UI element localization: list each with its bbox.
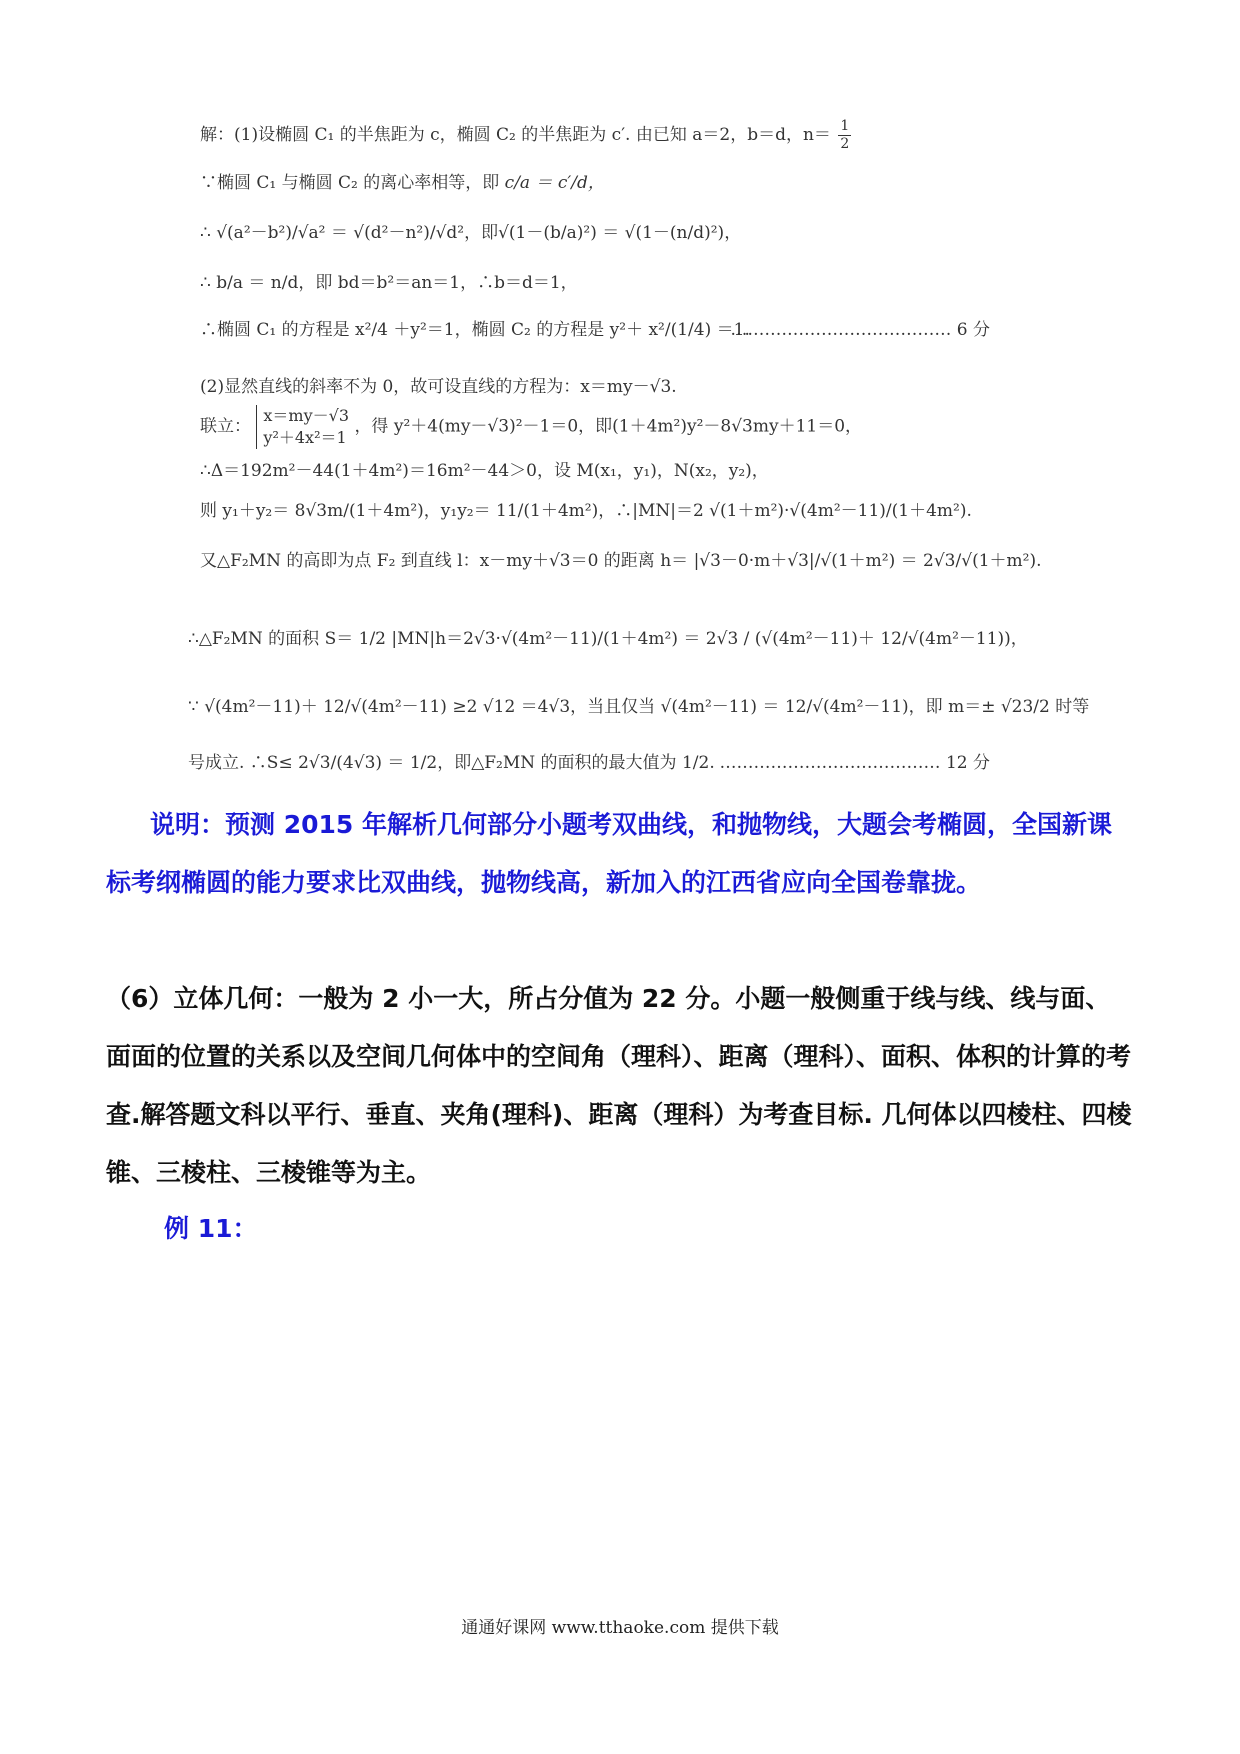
solution-line-1-text: 解：(1)设椭圆 C₁ 的半焦距为 c，椭圆 C₂ 的半焦距为 c′. 由已知 a＝2，b＝d，n＝: [200, 125, 831, 145]
solution-line-5: ∴椭圆 C₁ 的方程是 x²/4 ＋y²＝1，椭圆 C₂ 的方程是 y²＋ x²/(1/4) ＝1.: [200, 320, 750, 340]
solution-line-10: 又△F₂MN 的高即为点 F₂ 到直线 l：x－my＋√3＝0 的距离 h＝ |√3－0·m＋√3|/√(1＋m²) ＝ 2√3/√(1＋m²).: [200, 551, 1042, 571]
note-paragraph: 说明：预测 2015 年解析几何部分小题考双曲线，和抛物线，大题会考椭圆，全国新课标考纲椭圆的能力要求比双曲线，抛物线高，新加入的江西省应向全国卷靠拢。: [106, 810, 1112, 897]
solution-line-3: ∴ √(a²－b²)/√a² ＝ √(d²－n²)/√d²，即√(1－(b/a)²) ＝ √(1－(n/d)²)，: [200, 223, 742, 243]
solution-line-8: ∴Δ＝192m²－44(1＋4m²)＝16m²－44＞0，设 M(x₁，y₁)，N(x₂，y₂)，: [200, 461, 769, 481]
score-12: ………………………………… 12 分: [719, 753, 990, 773]
solution-line-9: 则 y₁＋y₂＝ 8√3m/(1＋4m²)，y₁y₂＝ 11/(1＋4m²)，∴|MN|＝2 √(1＋m²)·√(4m²－11)/(1＋4m²).: [200, 501, 972, 521]
eccentricity-equation: c/a ＝ c′/d，: [504, 173, 605, 193]
section-6-paragraph: （6）立体几何：一般为 2 小一大，所占分值为 22 分。小题一般侧重于线与线、线与面、面面的位置的关系以及空间几何体中的空间角（理科）、距离（理科）、面积、体积的计算的考查.解答题文科以平行、垂直、夹角(理科)、距离（理科）为考查目标. 几何体以四棱柱、四棱锥、三棱柱、三棱锥等为主。: [106, 984, 1132, 1187]
example-label: 例 11：: [164, 1214, 258, 1243]
solution-line-13: 号成立. ∴S≤ 2√3/(4√3) ＝ 1/2，即△F₂MN 的面积的最大值为 1/2.: [188, 753, 715, 773]
solution-line-1: [200, 118, 853, 153]
solution-line-4: ∴ b/a ＝ n/d，即 bd＝b²＝an＝1，∴b＝d＝1，: [200, 273, 578, 293]
solution-line-12: ∵ √(4m²－11)＋ 12/√(4m²－11) ≥2 √12 ＝4√3，当且仅当 √(4m²－11) ＝ 12/√(4m²－11)，即 m＝± √23/2 时等: [188, 697, 1090, 717]
solution-line-7: 联立： x＝my－√3 y²＋4x²＝1 ，得 y²＋4(my－√3)²－1＝0，即(1＋4m²)y²－8√3my＋11＝0，: [200, 406, 863, 447]
solution-line-11: ∴△F₂MN 的面积 S＝ 1/2 |MN|h＝2√3·√(4m²－11)/(1＋4m²) ＝ 2√3 / (√(4m²－11)＋ 12/√(4m²－11))，: [188, 629, 1028, 649]
score-6: ………………………………… 6 分: [730, 320, 990, 340]
equation-system: x＝my－√3 y²＋4x²＝1: [256, 405, 349, 449]
solution-line-2: ∵椭圆 C₁ 与椭圆 C₂ 的离心率相等，即 c/a ＝ c′/d，: [200, 173, 605, 193]
solution-line-6: (2)显然直线的斜率不为 0，故可设直线的方程为：x＝my－√3.: [200, 377, 677, 397]
page-footer: 通通好课网 www.tthaoke.com 提供下载: [461, 1618, 779, 1638]
fraction-one-half: $\frac{1}{2}$: [840, 118, 850, 152]
